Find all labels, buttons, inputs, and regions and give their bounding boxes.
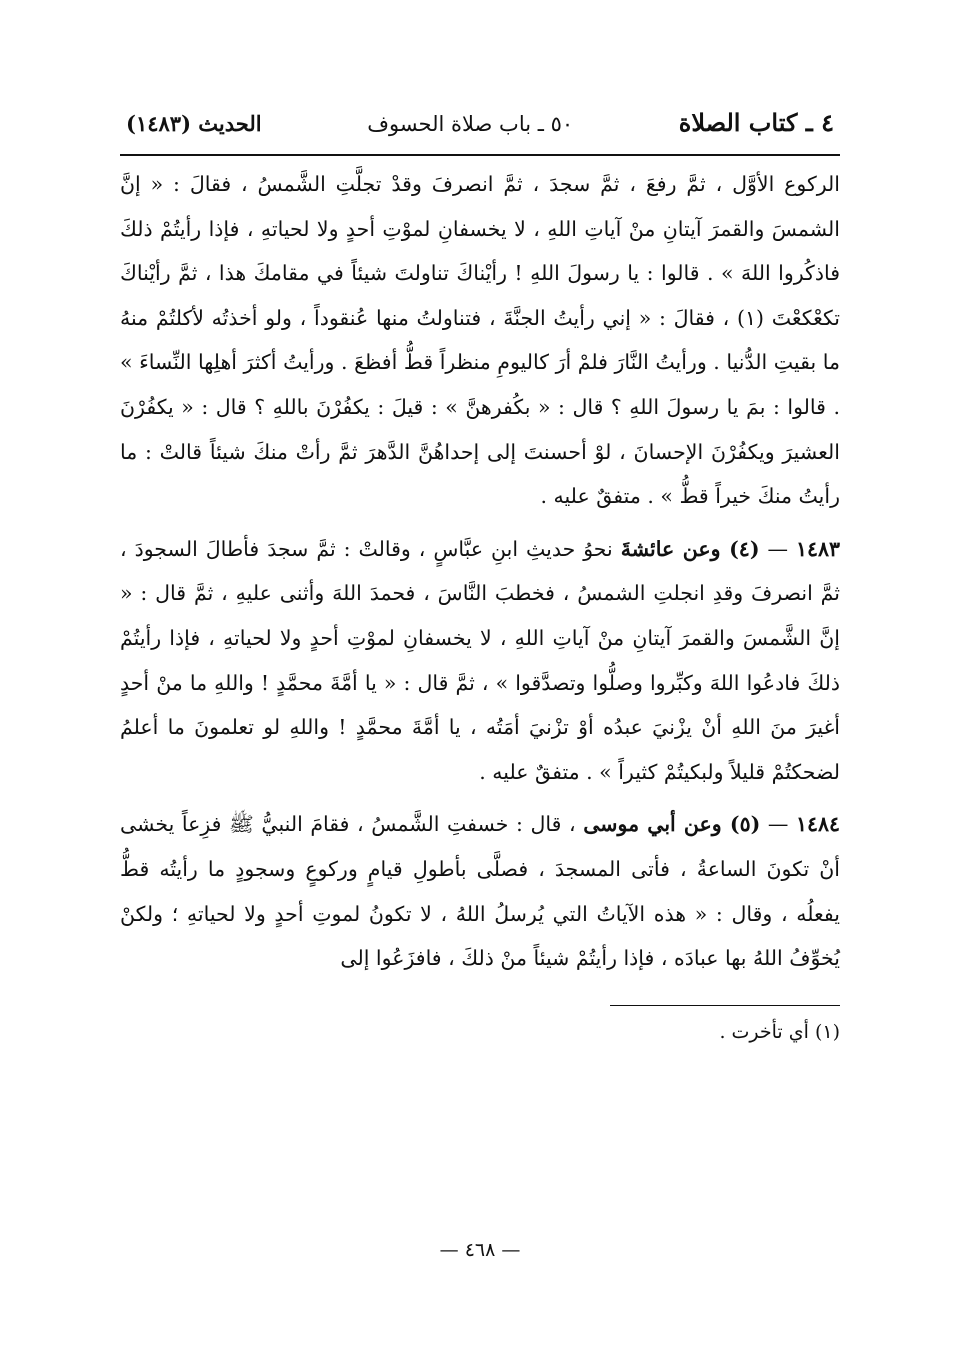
hadith-index: (٥) xyxy=(729,812,761,837)
hadith-1484 xyxy=(120,802,840,980)
header-chapter-title: ٥٠ ـ باب صلاة الحسوف xyxy=(367,112,574,136)
paragraph-continuation: الركوع الأوَّل ، ثمَّ رفعَ ، ثمَّ سجدَ ، ثمَّ انصرفَ وقدْ تجلَّتِ الشَّمسُ ، فقالَ : « إنَّ الشمسَ والقمرَ آيتانِ منْ آياتِ اللهِ ، لا يخسفانِ لموْتِ أحدٍ ولا لحياتهِ ، فإذا رأيتُمْ ذلكَ فاذكُروا اللهَ » . قالوا : يا رسولَ اللهِ ! رأيْناكَ تناولتَ شيئاً في مقامكَ هذا ، ثمَّ رأيْناكَ تكعْكعْتَ (١) ، فقالَ : « إني رأيتُ الجنَّةَ ، فتناولتُ منها عُنقوداً ، ولو أخذتُه لأكلتُمْ منهُ ما بقيتِ الدُّنيا . ورأيتُ النَّارَ فلمْ أرَ كاليومِ منظراً قطُّ أفظعَ . ورأيتُ أكثرَ أهلِها النِّساءَ » . قالوا : بمَ يا رسولَ اللهِ ؟ قال : « بكُفرهنَّ » : قيلَ : يكفُرْنَ باللهِ ؟ قال : « يكفُرْنَ العشيرَ ويكفُرْنَ الإحسانَ ، لوْ أحسنتَ إلى إحداهُنَّ الدَّهرَ ثمَّ رأتْ منكَ شيئاً قالتْ : ما رأيتُ منكَ خيراً قطُّ » . متفقٌ عليه . xyxy=(120,172,840,509)
book-page xyxy=(120,108,840,1288)
hadith-index: (٤) xyxy=(729,536,760,561)
hadith-1483 xyxy=(120,527,840,795)
hadith-narrator: وعن أبي موسى xyxy=(583,812,730,837)
running-header xyxy=(120,108,840,154)
page-number: — ٤٦٨ — xyxy=(439,1239,521,1261)
hadith-number: ١٤٨٣ xyxy=(795,536,840,561)
hadith-text: نحوُ حديثِ ابنِ عبَّاسٍ ، وقالتْ : ثمَّ سجدَ فأطالَ السجودَ ، ثمَّ انصرفَ وقدِ انجلتِ الشمسُ ، فخطبَ النَّاسَ ، فحمدَ اللهَ وأثنى عليهِ ، ثمَّ قال : « إنَّ الشَّمسَ والقمرَ آيتانِ منْ آياتِ اللهِ ، لا يخسفانِ لموْتِ أحدٍ ولا لحياتهِ ، فإذا رأيتُمْ ذلكَ فادعُوا اللهَ وكبِّروا وصلُّوا وتصدَّقوا » ، ثمَّ قال : « يا أمَّةَ محمَّدٍ ! واللهِ ما منْ أحدٍ أغيرَ منَ اللهِ أنْ يزْنيَ عبدُه أوْ تزْنيَ أمَتُه ، يا أمَّةَ محمَّدٍ ! واللهِ لو تعلمونَ ما أعلمُ لضحكتُمْ قليلاً ولبكيتُمْ كثيراً » . متفقٌ عليه . xyxy=(120,536,840,784)
hadith-text: ، قال : خسفتِ الشَّمسُ ، فقامَ النبيُّ ﷺ فزِعاً يخشى أنْ تكونَ الساعةُ ، فأتى المسجدَ ، فصلَّى بأطولِ قيامٍ وركوعٍ وسجودٍ ما رأيتُه قطُّ يفعلُه ، وقال : « هذه الآياتُ التي يُرسلُ اللهُ ، لا تكونُ لموتِ أحدٍ ولا لحياتهِ ؛ ولكنْ يُخوِّفُ اللهُ بها عبادَه ، فإذا رأيتُمْ شيئاً منْ ذلكَ ، فافزَعُوا إلى xyxy=(120,812,840,971)
footnote-rule xyxy=(610,1005,840,1006)
footnote: (١) أي تأخرت . xyxy=(719,1020,840,1043)
hadith-separator: — xyxy=(760,812,796,837)
hadith-separator: — xyxy=(759,536,796,561)
hadith-number: ١٤٨٤ xyxy=(795,812,840,837)
header-rule xyxy=(120,154,840,156)
hadith-narrator: وعن عائشةَ xyxy=(620,536,730,561)
header-hadith-reference: الحديث (١٤٨٣) xyxy=(126,111,262,136)
header-book-title: ٤ ـ كتاب الصلاة xyxy=(678,108,834,137)
